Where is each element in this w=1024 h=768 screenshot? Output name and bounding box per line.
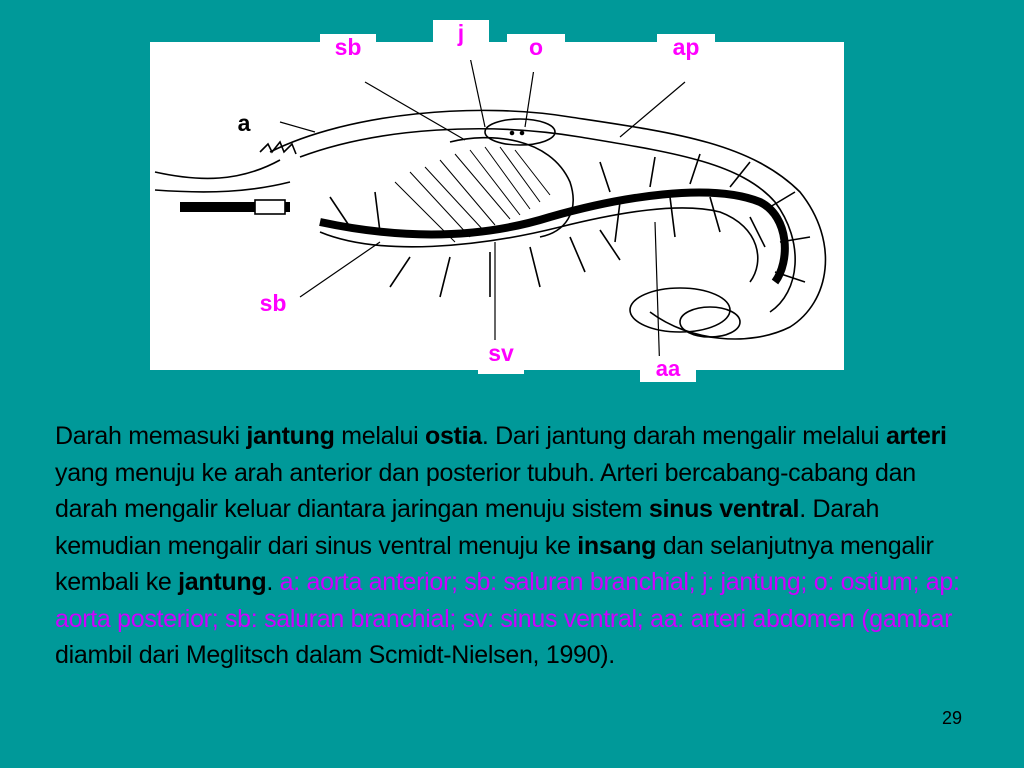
caption-source: diambil dari Meglitsch dalam Scmidt-Nielsen, 1990). [55,641,615,669]
page-number: 29 [941,708,962,728]
caption-bold-arteri: arteri [885,422,947,450]
antenna [155,182,290,192]
label-aa: aa [640,356,696,382]
caption-bold-jantung: jantung [246,422,335,450]
label-sb-top: sb [320,34,376,72]
caption-bold-ostia: ostia [424,422,482,450]
rostrum [155,160,280,178]
walking-legs [390,230,620,297]
caption-bold-jantung-2: jantung [178,568,267,596]
caption-text: melalui [334,422,425,450]
caption-text: . Darah kemudian mengalir dari sinus ventral menuju ke [55,495,880,560]
caption-paragraph [55,418,970,674]
caption-text: yang menuju ke arah anterior dan posterior tubuh. Arteri bercabang-cabang dan darah mengalir keluar diantara jaringan menuju sistem [55,458,916,523]
caption-text: . [266,568,280,596]
artery-branches [330,154,810,282]
label-o: o [507,34,565,72]
pericardium [450,138,573,237]
caption-legend: a: aorta anterior; sb: saluran branchial; j: jantung; o: ostium; ap: aorta posterior; sb: saluran branchial; sv: sinus ventral; aa: arteri abdomen (gambar [55,568,960,633]
label-ap: ap [657,34,715,72]
caption-text: Darah memasuki [55,422,247,450]
shrimp-circulatory-diagram [150,42,844,370]
shrimp-illustration [150,42,844,370]
caption-bold-insang: insang [577,531,657,560]
caption-bold-sinus-ventral: sinus ventral [648,495,800,523]
label-a: a [237,110,251,136]
dorsal-artery [320,193,785,282]
label-j: j [433,20,489,60]
label-sv: sv [478,340,524,374]
label-sb-bottom: sb [250,290,296,320]
gills [395,147,550,242]
caption-text: dan selanjutnya mengalir kembali ke [55,531,934,596]
caption-text: . Dari jantung darah mengalir melalui [481,422,886,450]
